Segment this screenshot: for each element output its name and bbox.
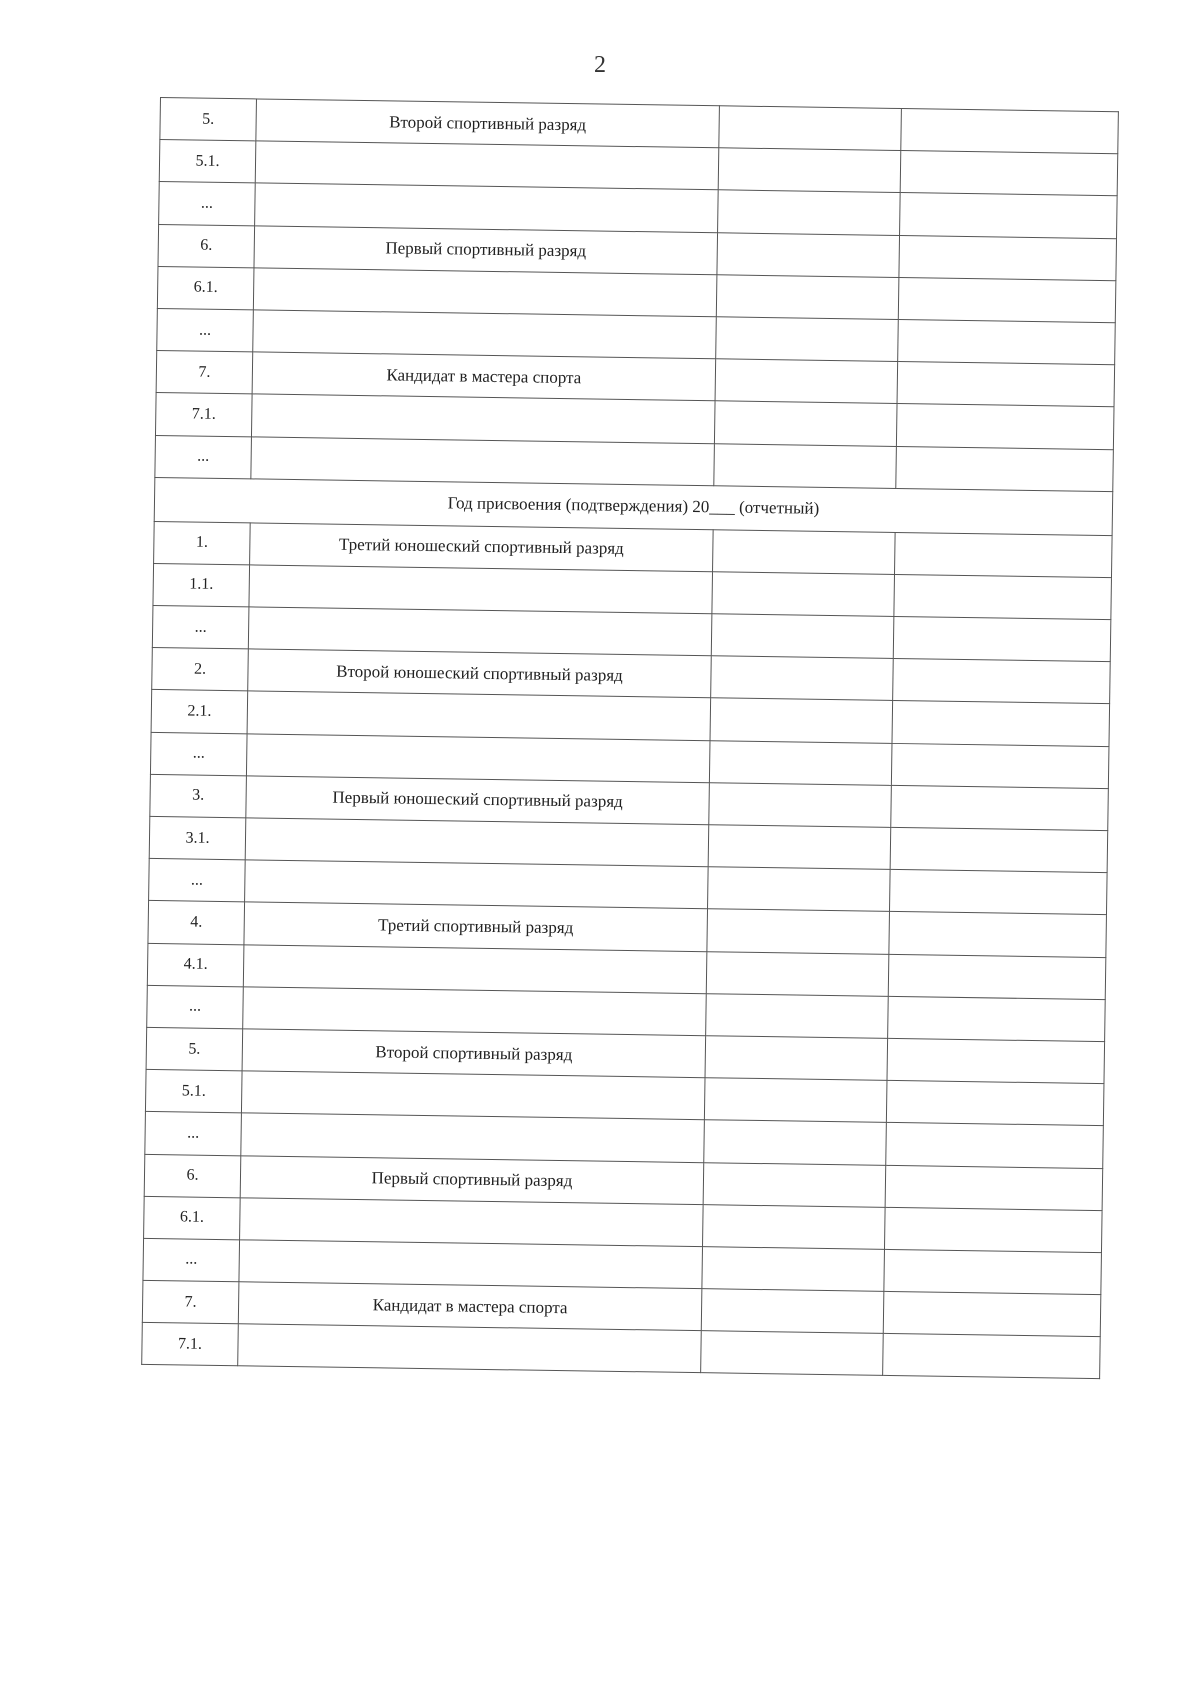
row-number-cell: ... [155, 435, 252, 479]
rank-name-cell: Первый спортивный разряд [240, 1155, 704, 1204]
row-number-cell: 2. [152, 648, 249, 692]
blank-cell [719, 106, 902, 151]
row-number-cell: 7. [142, 1280, 239, 1324]
blank-cell [717, 232, 900, 277]
row-number-cell: ... [150, 732, 247, 776]
blank-cell [701, 1331, 884, 1376]
blank-cell [707, 909, 890, 954]
row-number-cell: ... [149, 859, 246, 903]
row-number-cell: 6. [144, 1154, 241, 1198]
blank-cell [884, 1249, 1102, 1294]
blank-cell [889, 870, 1107, 915]
blank-cell [713, 529, 896, 574]
rank-name-cell [243, 987, 707, 1036]
blank-cell [704, 1120, 887, 1165]
rank-name-cell: Первый спортивный разряд [254, 225, 718, 274]
blank-cell [893, 617, 1111, 662]
blank-cell [714, 443, 897, 488]
blank-cell [708, 825, 891, 870]
rank-name-cell [249, 565, 713, 614]
table-body [142, 98, 1119, 1380]
blank-cell [711, 656, 894, 701]
blank-cell [894, 574, 1112, 619]
row-number-cell: 1. [154, 521, 251, 565]
rank-name-cell [253, 268, 717, 317]
blank-cell [888, 954, 1106, 999]
row-number-cell: 7.1. [142, 1323, 239, 1367]
blank-cell [709, 783, 892, 828]
blank-cell [889, 912, 1107, 957]
blank-cell [893, 659, 1111, 704]
blank-cell [900, 151, 1118, 196]
report-table-container [141, 97, 1118, 1380]
row-number-cell: 3.1. [149, 816, 246, 860]
blank-cell [897, 362, 1115, 407]
blank-cell [898, 277, 1116, 322]
blank-cell [887, 1038, 1105, 1083]
blank-cell [896, 404, 1114, 449]
rank-name-cell [245, 818, 709, 867]
row-number-cell: ... [152, 606, 249, 650]
blank-cell [899, 235, 1117, 280]
row-number-cell: 4.1. [147, 943, 244, 987]
blank-cell [709, 740, 892, 785]
blank-cell [901, 108, 1119, 153]
rank-name-cell [246, 733, 710, 782]
row-number-cell: ... [147, 985, 244, 1029]
row-number-cell: 5.1. [159, 140, 256, 184]
row-number-cell: ... [143, 1238, 240, 1282]
rank-name-cell: Кандидат в мастера спорта [238, 1282, 702, 1331]
rank-name-cell [251, 394, 715, 443]
blank-cell [702, 1247, 885, 1292]
blank-cell [701, 1289, 884, 1334]
row-number-cell: 2.1. [151, 690, 248, 734]
rank-name-cell [238, 1324, 702, 1373]
rank-name-cell: Третий спортивный разряд [244, 902, 708, 951]
blank-cell [708, 867, 891, 912]
row-number-cell: ... [145, 1112, 242, 1156]
blank-cell [716, 275, 899, 320]
rank-name-cell: Первый юношеский спортивный разряд [246, 776, 710, 825]
rank-name-cell: Второй юношеский спортивный разряд [248, 649, 712, 698]
blank-cell [715, 359, 898, 404]
blank-cell [712, 572, 895, 617]
blank-cell [883, 1291, 1101, 1336]
blank-cell [884, 1207, 1102, 1252]
blank-cell [706, 951, 889, 996]
page-number: 2 [594, 52, 606, 78]
blank-cell [886, 1081, 1104, 1126]
blank-cell [888, 996, 1106, 1041]
rank-name-cell [255, 183, 719, 232]
row-number-cell: 1.1. [153, 563, 250, 607]
blank-cell [894, 532, 1112, 577]
rank-name-cell: Второй спортивный разряд [242, 1029, 706, 1078]
rank-name-cell [239, 1240, 703, 1289]
row-number-cell: 5.1. [145, 1070, 242, 1114]
row-number-cell: 3. [150, 774, 247, 818]
blank-cell [896, 446, 1114, 491]
blank-cell [703, 1204, 886, 1249]
blank-cell [891, 785, 1109, 830]
row-number-cell: 5. [146, 1027, 243, 1071]
rank-name-cell: Третий юношеский спортивный разряд [250, 523, 714, 572]
rank-name-cell [247, 691, 711, 740]
blank-cell [716, 317, 899, 362]
blank-cell [886, 1123, 1104, 1168]
row-number-cell: 4. [148, 901, 245, 945]
blank-cell [703, 1162, 886, 1207]
rank-name-cell [248, 607, 712, 656]
blank-cell [891, 743, 1109, 788]
row-number-cell: ... [159, 182, 256, 226]
rank-name-cell [240, 1197, 704, 1246]
year-heading: Год присвоения (подтверждения) 20___ (отчетный) [154, 477, 1113, 535]
rank-name-cell [241, 1113, 705, 1162]
blank-cell [890, 827, 1108, 872]
sport-ranks-table [141, 97, 1119, 1380]
blank-cell [718, 190, 901, 235]
row-number-cell: 7.1. [155, 393, 252, 437]
blank-cell [705, 1036, 888, 1081]
row-number-cell: 6.1. [144, 1196, 241, 1240]
rank-name-cell [255, 141, 719, 190]
row-number-cell: 7. [156, 351, 253, 395]
rank-name-cell [251, 436, 715, 485]
blank-cell [714, 401, 897, 446]
row-number-cell: 5. [160, 98, 257, 142]
blank-cell [892, 701, 1110, 746]
blank-cell [900, 193, 1118, 238]
blank-cell [710, 698, 893, 743]
rank-name-cell [243, 944, 707, 993]
row-number-cell: 6.1. [157, 266, 254, 310]
rank-name-cell [241, 1071, 705, 1120]
blank-cell [883, 1334, 1101, 1379]
row-number-cell: ... [157, 308, 254, 352]
blank-cell [718, 148, 901, 193]
rank-name-cell [253, 310, 717, 359]
rank-name-cell: Второй спортивный разряд [256, 99, 720, 148]
blank-cell [898, 319, 1116, 364]
blank-cell [704, 1078, 887, 1123]
blank-cell [706, 993, 889, 1038]
rank-name-cell: Кандидат в мастера спорта [252, 352, 716, 401]
blank-cell [711, 614, 894, 659]
rank-name-cell [245, 860, 709, 909]
blank-cell [885, 1165, 1103, 1210]
row-number-cell: 6. [158, 224, 255, 268]
